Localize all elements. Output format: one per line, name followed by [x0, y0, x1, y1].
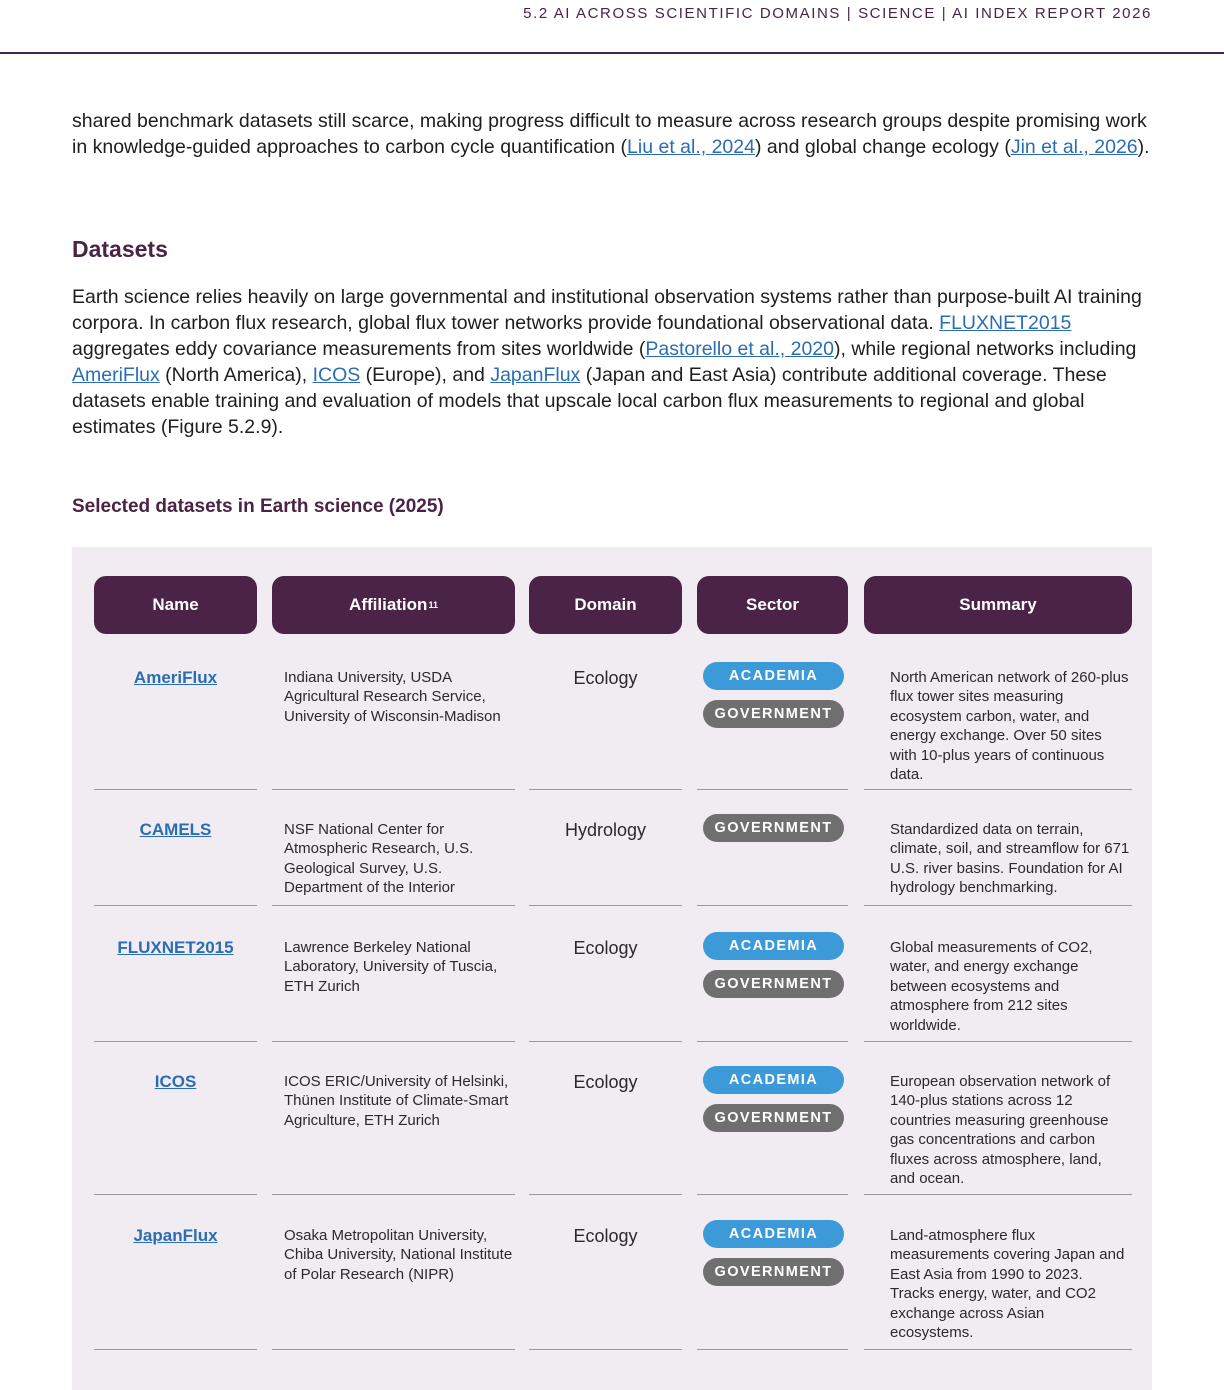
fluxnet-link[interactable]: FLUXNET2015 — [939, 312, 1072, 334]
column-header-domain — [529, 576, 682, 634]
row-divider — [864, 905, 1132, 906]
icos-link[interactable]: ICOS — [312, 364, 361, 386]
affiliation-cell: Lawrence Berkeley National Laboratory, University of Tuscia, ETH Zurich — [284, 939, 498, 995]
sector-badge-academia: ACADEMIA — [703, 1066, 844, 1094]
summary-cell: Land-atmosphere flux measurements covering Japan and East Asia from 1990 to 2023. Tracks energy, water, and CO2 exchange across Asian ecosystems. — [890, 1227, 1125, 1342]
column-header-label: Domain — [574, 595, 637, 614]
summary-cell: North American network of 260-plus flux tower sites measuring ecosystem carbon, water, and energy exchange. Over 50 sites with 10-plus years of continuous data. — [890, 669, 1129, 784]
citation-link-jin[interactable]: Jin et al., 2026 — [1010, 136, 1138, 158]
row-divider — [697, 789, 848, 790]
column-header-summary — [864, 576, 1132, 634]
sector-badge-government: GOVERNMENT — [703, 1104, 844, 1132]
sector-badge-academia: ACADEMIA — [703, 662, 844, 690]
column-header-label: Name — [152, 595, 199, 614]
summary-cell: European observation network of 140-plus stations across 12 countries measuring greenhouse gas concentrations and carbon fluxes across atmosphere, land, and ocean. — [890, 1073, 1111, 1188]
page-header — [0, 0, 1224, 54]
column-header-label: Affiliation — [349, 595, 428, 614]
affiliation-cell: ICOS ERIC/University of Helsinki, Thünen Institute of Climate-Smart Agriculture, ETH Zurich — [284, 1073, 509, 1129]
column-header-label: Summary — [959, 595, 1037, 614]
row-divider — [272, 789, 515, 790]
dataset-name-link[interactable]: AmeriFlux — [133, 668, 218, 687]
row-divider — [94, 1349, 257, 1350]
paragraph-text: (Europe), and — [360, 364, 491, 386]
row-divider — [529, 789, 682, 790]
row-divider — [272, 1349, 515, 1350]
ameriflux-link[interactable]: AmeriFlux — [72, 364, 160, 386]
domain-cell: Ecology — [573, 668, 638, 688]
affiliation-cell: Indiana University, USDA Agricultural Research Service, University of Wisconsin-Madison — [284, 669, 501, 725]
domain-cell: Ecology — [573, 938, 638, 958]
row-divider — [272, 1194, 515, 1195]
summary-cell: Global measurements of CO2, water, and energy exchange between ecosystems and atmosphere from 212 sites worldwide. — [890, 939, 1093, 1034]
dataset-name-link[interactable]: CAMELS — [139, 820, 212, 839]
dataset-name-link[interactable]: FLUXNET2015 — [117, 938, 234, 957]
dataset-name-link[interactable]: JapanFlux — [133, 1226, 218, 1245]
row-divider — [272, 1041, 515, 1042]
row-divider — [864, 1194, 1132, 1195]
citation-link-liu[interactable]: Liu et al., 2024 — [627, 136, 755, 158]
domain-cell: Hydrology — [564, 820, 647, 840]
intro-paragraph — [72, 108, 1152, 160]
row-divider — [94, 1194, 257, 1195]
column-header-affiliation — [272, 576, 515, 634]
paragraph-text: shared benchmark datasets still scarce, making progress difficult to measure across research groups despite promising work in knowledge-guided approaches to carbon cycle quantification ( — [72, 110, 1147, 158]
row-divider — [697, 905, 848, 906]
paragraph-text: ). — [1137, 136, 1150, 158]
column-header-label: Sector — [746, 595, 799, 614]
sector-cell — [703, 814, 844, 852]
row-divider — [697, 1349, 848, 1350]
footnote-marker[interactable]: 11 — [428, 600, 438, 610]
row-divider — [864, 789, 1132, 790]
row-divider — [864, 1349, 1132, 1350]
row-divider — [697, 1194, 848, 1195]
citation-link-pastorello[interactable]: Pastorello et al., 2020 — [645, 338, 834, 360]
paragraph-text: Earth science relies heavily on large governmental and institutional observation systems rather than purpose-built AI training corpora. In carbon flux research, global flux tower networks provide foundational observational data. — [72, 286, 1142, 334]
row-divider — [697, 1041, 848, 1042]
domain-cell: Ecology — [573, 1226, 638, 1246]
column-header-sector — [697, 576, 848, 634]
paragraph-text: aggregates eddy covariance measurements from sites worldwide ( — [72, 338, 646, 360]
row-divider — [272, 905, 515, 906]
sector-badge-academia: ACADEMIA — [703, 1220, 844, 1248]
row-divider — [529, 1041, 682, 1042]
row-divider — [94, 789, 257, 790]
sector-cell — [703, 1220, 844, 1296]
datasets-paragraph — [72, 284, 1152, 440]
section-breadcrumb: 5.2 AI ACROSS SCIENTIFIC DOMAINS | SCIENCE | AI INDEX REPORT 2026 — [523, 5, 1152, 22]
row-divider — [529, 1194, 682, 1195]
paragraph-text: ) and global change ecology ( — [754, 136, 1011, 158]
domain-cell: Ecology — [573, 1072, 638, 1092]
sector-cell — [703, 932, 844, 1008]
sector-badge-government: GOVERNMENT — [703, 814, 844, 842]
row-divider — [864, 1041, 1132, 1042]
sector-badge-government: GOVERNMENT — [703, 970, 844, 998]
paragraph-text: (Japan and East Asia) contribute additional coverage. These datasets enable training and evaluation of models that upscale local carbon flux measurements to regional and global estimates (Figure 5.2.9). — [72, 364, 1107, 438]
sector-badge-government: GOVERNMENT — [703, 700, 844, 728]
affiliation-cell: NSF National Center for Atmospheric Research, U.S. Geological Survey, U.S. Department of the Interior — [284, 821, 474, 897]
dataset-name-link[interactable]: ICOS — [154, 1072, 197, 1091]
paragraph-text: (North America), — [159, 364, 313, 386]
affiliation-cell: Osaka Metropolitan University, Chiba University, National Institute of Polar Research (NIPR) — [284, 1227, 513, 1283]
table-title: Selected datasets in Earth science (2025) — [72, 496, 444, 517]
sector-cell — [703, 662, 844, 738]
row-divider — [529, 905, 682, 906]
row-divider — [94, 905, 257, 906]
column-header-name — [94, 576, 257, 634]
sector-badge-government: GOVERNMENT — [703, 1258, 844, 1286]
section-heading: Datasets — [72, 236, 168, 262]
row-divider — [529, 1349, 682, 1350]
sector-cell — [703, 1066, 844, 1142]
summary-cell: Standardized data on terrain, climate, soil, and streamflow for 671 U.S. river basins. Foundation for AI hydrology benchmarking. — [890, 821, 1130, 897]
row-divider — [94, 1041, 257, 1042]
japanflux-link[interactable]: JapanFlux — [490, 364, 581, 386]
sector-badge-academia: ACADEMIA — [703, 932, 844, 960]
paragraph-text: ), while regional networks including — [833, 338, 1137, 360]
